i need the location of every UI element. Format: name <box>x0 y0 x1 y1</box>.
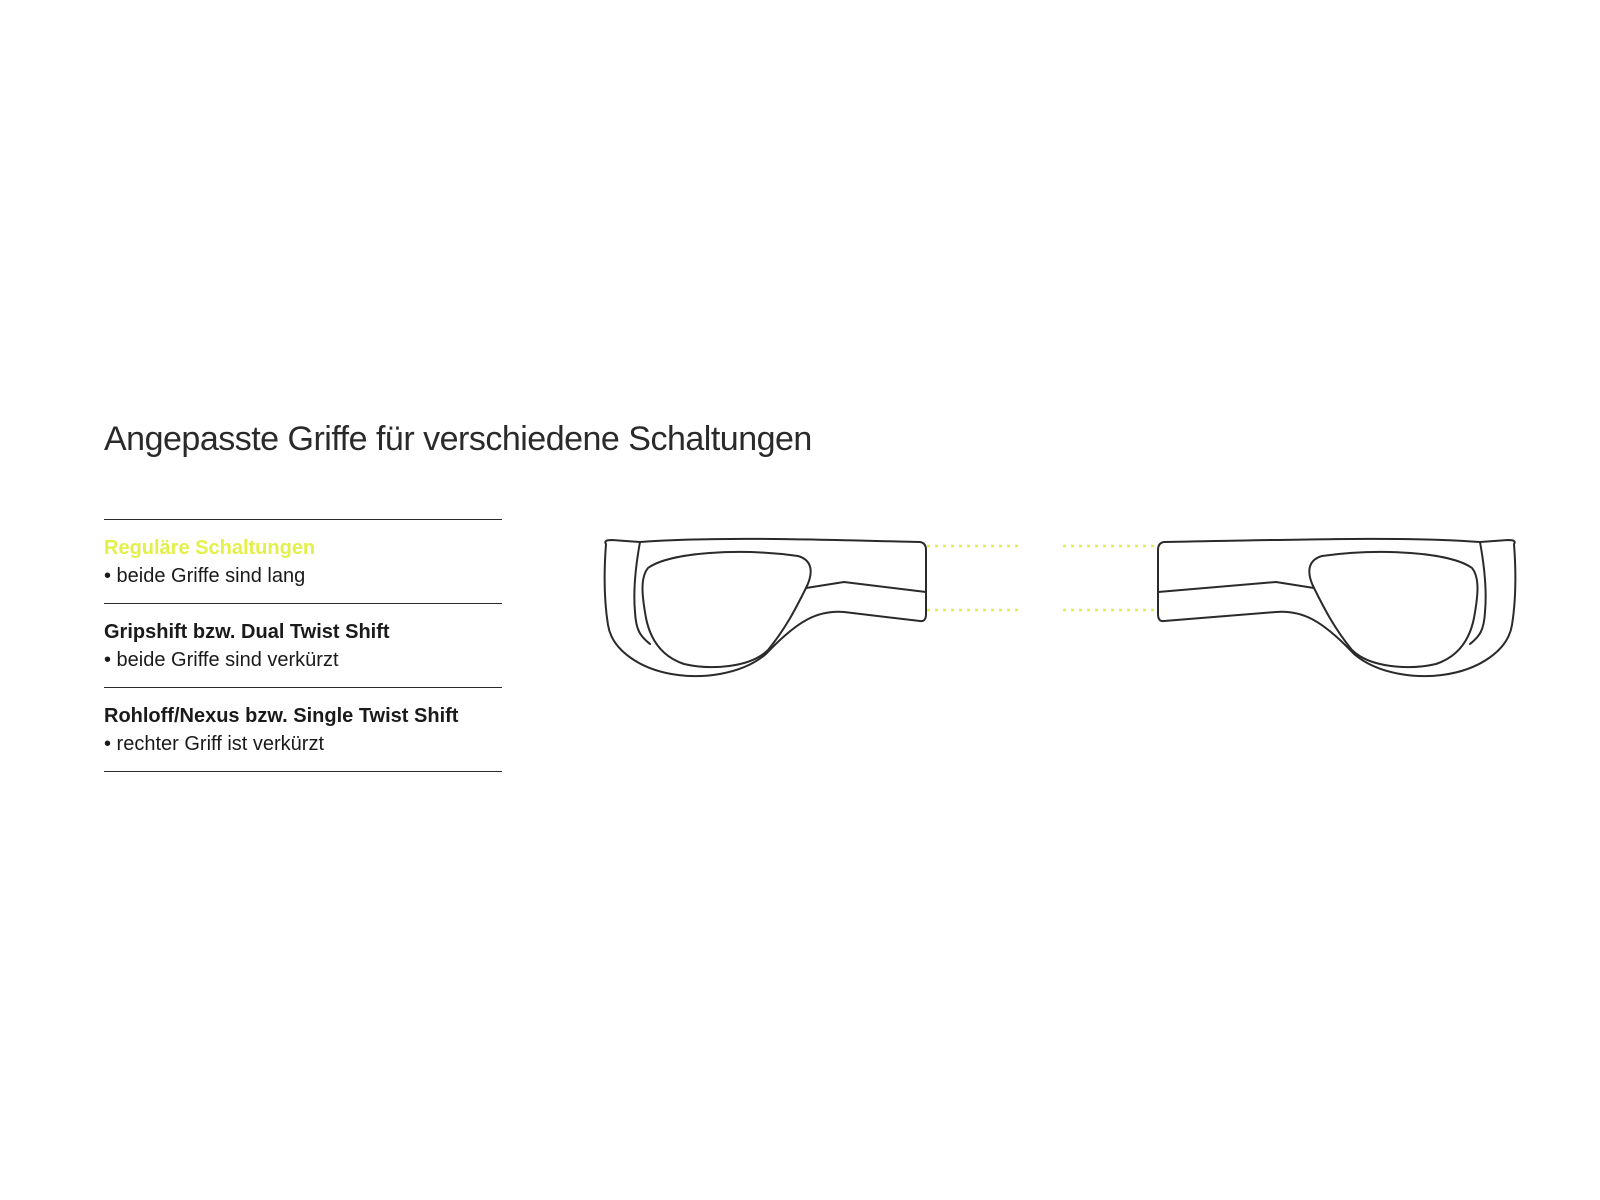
grips-diagram <box>600 530 1520 700</box>
left-guide-lines <box>927 546 1023 610</box>
right-grip-icon <box>1158 539 1515 676</box>
left-grip-icon <box>605 539 926 676</box>
option-title: Rohloff/Nexus bzw. Single Twist Shift <box>104 705 459 727</box>
page-title: Angepasste Griffe für verschiedene Schaltungen <box>104 420 812 458</box>
right-guide-lines <box>1063 546 1157 610</box>
option-gripshift-dual[interactable] <box>104 604 502 688</box>
option-description: • rechter Griff ist verkürzt <box>104 733 325 755</box>
option-description: • beide Griffe sind lang <box>104 565 306 587</box>
shifter-options-list <box>104 519 502 772</box>
option-description: • beide Griffe sind verkürzt <box>104 649 339 671</box>
option-regular-shifters[interactable] <box>104 520 502 604</box>
option-title: Gripshift bzw. Dual Twist Shift <box>104 621 390 643</box>
option-title: Reguläre Schaltungen <box>104 537 316 559</box>
option-rohloff-nexus-single[interactable] <box>104 688 502 772</box>
